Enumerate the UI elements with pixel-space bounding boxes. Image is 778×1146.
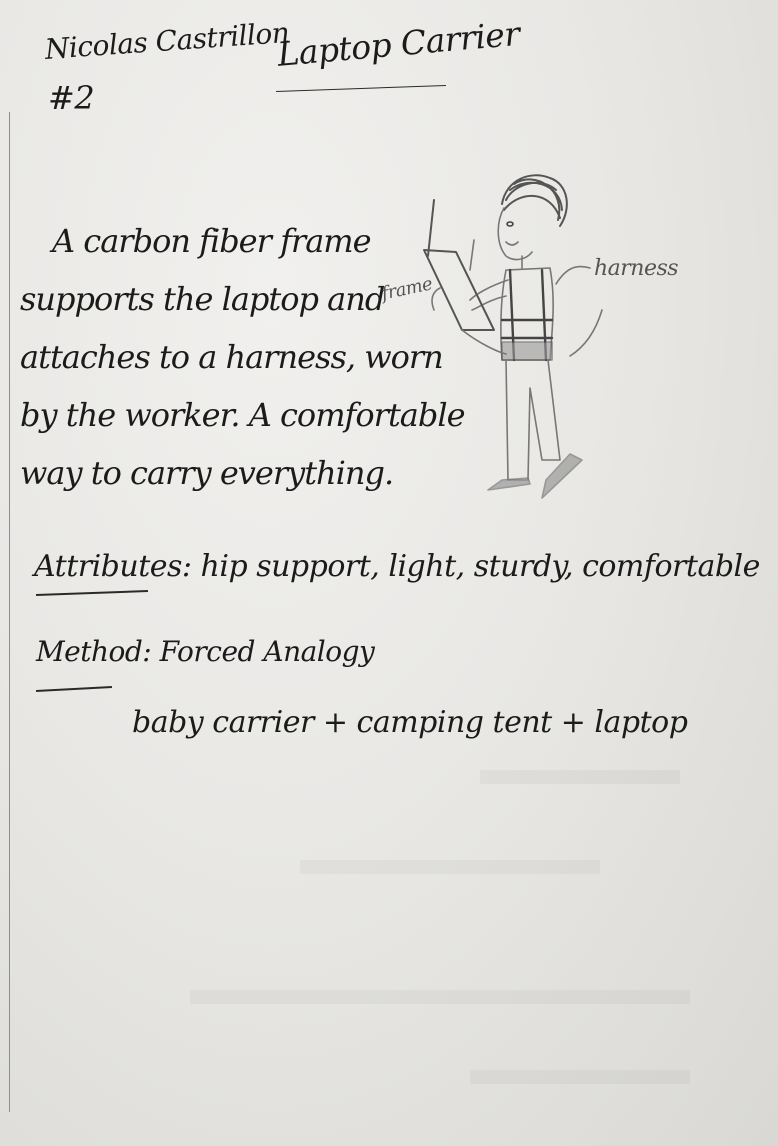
method-line: Method: Forced Analogy xyxy=(36,635,375,668)
bleed-through-4 xyxy=(470,1070,690,1084)
method-underline xyxy=(36,686,112,692)
laptop-carrier-sketch xyxy=(410,160,640,510)
sketch-shoe-left xyxy=(488,478,530,490)
description-line: supports the laptop and xyxy=(20,280,385,318)
attributes-underline xyxy=(36,590,148,596)
bleed-through-1 xyxy=(480,770,680,784)
harness-label: harness xyxy=(594,256,679,281)
margin-line xyxy=(9,112,10,1112)
frame-label: frame xyxy=(379,273,435,305)
bleed-through-3 xyxy=(190,990,690,1004)
analogy-line: baby carrier + camping tent + laptop xyxy=(132,705,688,740)
bleed-through-2 xyxy=(300,860,600,874)
page-number: #2 xyxy=(48,79,95,117)
description-line: A carbon fiber frame xyxy=(52,222,371,260)
attributes-line: Attributes: hip support, light, sturdy, comfortable xyxy=(34,549,760,584)
description-line: by the worker. A comfortable xyxy=(20,396,465,434)
sketch-mouth xyxy=(506,242,518,245)
sketch-eye xyxy=(507,222,513,226)
description-line: way to carry everything. xyxy=(20,454,394,492)
sketch-legs xyxy=(506,360,560,480)
page-title: Laptop Carrier xyxy=(275,13,522,74)
description-line: attaches to a harness, worn xyxy=(20,338,443,376)
sketch-face xyxy=(498,208,532,259)
description-paragraph xyxy=(20,212,465,502)
title-underline xyxy=(276,85,446,92)
author-name: Nicolas Castrillon xyxy=(43,15,291,66)
sketch-hair xyxy=(502,175,567,226)
sketch-harness-pointer xyxy=(556,267,590,284)
sketch-harness-pointer-2 xyxy=(570,310,602,356)
sketch-frame xyxy=(462,330,506,354)
